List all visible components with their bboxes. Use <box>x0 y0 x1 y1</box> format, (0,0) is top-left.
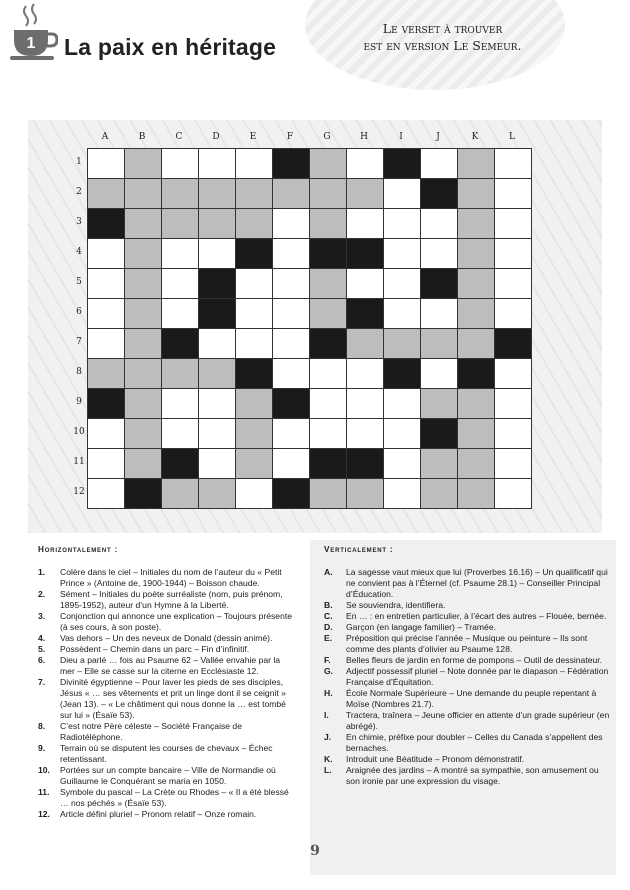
clue-number: A. <box>324 567 333 577</box>
horizontal-clues-panel <box>28 540 302 875</box>
grid-cell-E7[interactable] <box>236 329 273 359</box>
page-title: La paix en héritage <box>64 34 277 60</box>
clue-text: La sagesse vaut mieux que lui (Proverbes 16.16) – Un qualificatif qui ne convient pas à l’Éternel (cf. Psaume 28.1) – Conseiller Principal d’Éducation. <box>346 567 608 599</box>
grid-cell-A4[interactable] <box>88 239 125 269</box>
column-label-L: L <box>509 132 516 142</box>
grid-cell-B7[interactable] <box>125 329 162 359</box>
vertical-clue <box>324 754 616 765</box>
grid-cell-E11[interactable] <box>236 449 273 479</box>
grid-cell-A1[interactable] <box>88 149 125 179</box>
grid-cell-A5[interactable] <box>88 269 125 299</box>
grid-cell-L3[interactable] <box>495 209 532 239</box>
horizontal-clue <box>38 765 302 787</box>
grid-cell-K1[interactable] <box>458 149 495 179</box>
clue-number: J. <box>324 732 332 742</box>
horizontal-clue <box>38 787 302 809</box>
horizontal-clue <box>38 809 302 820</box>
grid-cell-K8 <box>458 359 495 389</box>
grid-cell-J8[interactable] <box>421 359 458 389</box>
grid-cell-F5[interactable] <box>273 269 310 299</box>
column-label-J: J <box>436 132 441 142</box>
grid-cell-J1[interactable] <box>421 149 458 179</box>
column-label-F: F <box>286 132 295 142</box>
grid-cell-F12 <box>273 479 310 509</box>
column-label-I: I <box>399 132 404 142</box>
grid-cell-J12[interactable] <box>421 479 458 509</box>
grid-cell-J3[interactable] <box>421 209 458 239</box>
grid-cell-L5[interactable] <box>495 269 532 299</box>
grid-cell-J5 <box>421 269 458 299</box>
column-label-G: G <box>323 132 332 142</box>
grid-cell-K3[interactable] <box>458 209 495 239</box>
column-label-K: K <box>471 132 480 142</box>
grid-cell-F11[interactable] <box>273 449 310 479</box>
crossword-grid <box>87 148 533 510</box>
grid-cell-D9[interactable] <box>199 389 236 419</box>
grid-cell-G7 <box>310 329 347 359</box>
grid-cell-B8[interactable] <box>125 359 162 389</box>
horizontal-clue <box>38 567 302 589</box>
horizontal-heading: Horizontalement : <box>38 545 119 554</box>
grid-cell-D5 <box>199 269 236 299</box>
grid-cell-J10 <box>421 419 458 449</box>
row-label-7: 7 <box>76 337 82 347</box>
grid-cell-G3[interactable] <box>310 209 347 239</box>
clue-text: École Normale Supérieure – Une demande du peuple repentant à Moïse (Nombres 21.7). <box>346 688 597 709</box>
clue-number: 11. <box>38 787 50 797</box>
grid-cell-L10[interactable] <box>495 419 532 449</box>
grid-cell-H8[interactable] <box>347 359 384 389</box>
vertical-clue <box>324 600 616 611</box>
grid-cell-I10[interactable] <box>384 419 421 449</box>
grid-cell-H11 <box>347 449 384 479</box>
grid-cell-E3[interactable] <box>236 209 273 239</box>
clue-text: Introduit une Béatitude – Pronom démonstratif. <box>346 754 525 764</box>
clue-number: 5. <box>38 644 46 654</box>
horizontal-clue-list <box>38 567 302 820</box>
grid-cell-J7[interactable] <box>421 329 458 359</box>
grid-cell-A6[interactable] <box>88 299 125 329</box>
row-label-9: 9 <box>76 397 82 407</box>
grid-cell-B12 <box>125 479 162 509</box>
clue-text: Sément – Initiales du poète surréaliste (nom, puis prénom, 1895-1952), auteur d’un Hymne à la Liberté. <box>60 589 283 610</box>
page-number: 9 <box>310 843 320 859</box>
grid-cell-C8[interactable] <box>162 359 199 389</box>
grid-cell-B11[interactable] <box>125 449 162 479</box>
row-label-11: 11 <box>73 457 85 467</box>
row-label-4: 4 <box>76 247 82 257</box>
horizontal-clue <box>38 655 302 677</box>
grid-cell-C6[interactable] <box>162 299 199 329</box>
grid-cell-K7[interactable] <box>458 329 495 359</box>
grid-cell-C3[interactable] <box>162 209 199 239</box>
verse-instructions <box>330 20 555 54</box>
vertical-clue <box>324 655 616 666</box>
clue-text: Terrain où se disputent les courses de chevaux – Échec retentissant. <box>60 743 273 764</box>
vertical-clue <box>324 666 616 688</box>
vertical-clue <box>324 567 616 600</box>
grid-cell-G2[interactable] <box>310 179 347 209</box>
clue-number: H. <box>324 688 333 698</box>
horizontal-clue <box>38 589 302 611</box>
grid-cell-H9[interactable] <box>347 389 384 419</box>
clue-text: Adjectif possessif pluriel – Note donnée par le diapason – Fédération Française d’Équitation. <box>346 666 609 687</box>
grid-cell-E5[interactable] <box>236 269 273 299</box>
clue-number: I. <box>324 710 329 720</box>
grid-cell-B3[interactable] <box>125 209 162 239</box>
grid-cell-E8 <box>236 359 273 389</box>
grid-cell-F10[interactable] <box>273 419 310 449</box>
grid-cell-I1 <box>384 149 421 179</box>
coffee-cup-icon <box>8 2 58 62</box>
clue-text: Conjonction qui annonce une explication – Toujours présente (à ses cours, à son poste). <box>60 611 293 632</box>
grid-cell-J6[interactable] <box>421 299 458 329</box>
clue-number: 9. <box>38 743 46 753</box>
clue-text: Tractera, traînera – Jeune officier en attente d’un grade supérieur (en abrégé). <box>346 710 610 731</box>
grid-cell-G11 <box>310 449 347 479</box>
clue-number: K. <box>324 754 333 764</box>
grid-cell-I6[interactable] <box>384 299 421 329</box>
grid-cell-F1 <box>273 149 310 179</box>
clue-text: En chimie, préfixe pour doubler – Celles du Canada s’appellent des bernaches. <box>346 732 603 753</box>
grid-cell-C9[interactable] <box>162 389 199 419</box>
column-label-A: A <box>101 132 110 142</box>
horizontal-clue <box>38 677 302 721</box>
clue-number: 12. <box>38 809 50 819</box>
vertical-clue <box>324 611 616 622</box>
clue-text: Colère dans le ciel – Initiales du nom de l’auteur du « Petit Prince » (Antoine de, 1900-1944) – Boisson chaude. <box>60 567 282 588</box>
grid-cell-J2 <box>421 179 458 209</box>
horizontal-clue <box>38 644 302 655</box>
clue-text: Symbole du pascal – La Crète ou Rhodes – « Il a été blessé … nos péchés » (Ésaïe 53). <box>60 787 289 808</box>
grid-cell-J11[interactable] <box>421 449 458 479</box>
grid-cell-G6[interactable] <box>310 299 347 329</box>
grid-cell-H10[interactable] <box>347 419 384 449</box>
grid-cell-B6[interactable] <box>125 299 162 329</box>
clue-number: 1. <box>38 567 46 577</box>
grid-cell-F3[interactable] <box>273 209 310 239</box>
grid-cell-C7 <box>162 329 199 359</box>
clue-text: Vas dehors – Un des neveux de Donald (dessin animé). <box>60 633 273 643</box>
clue-number: 10. <box>38 765 50 775</box>
row-label-3: 3 <box>76 217 82 227</box>
row-label-6: 6 <box>76 307 82 317</box>
verse-line-1: Le verset à trouver <box>382 21 503 36</box>
clue-number: 8. <box>38 721 46 731</box>
grid-cell-K5[interactable] <box>458 269 495 299</box>
grid-cell-G10[interactable] <box>310 419 347 449</box>
clue-text: Se souviendra, identifiera. <box>346 600 446 610</box>
row-label-10: 10 <box>73 427 85 437</box>
grid-cell-E4 <box>236 239 273 269</box>
grid-cell-H3[interactable] <box>347 209 384 239</box>
clue-text: Garçon (en langage familier) – Tramée. <box>346 622 496 632</box>
grid-cell-B2[interactable] <box>125 179 162 209</box>
grid-cell-L9[interactable] <box>495 389 532 419</box>
vertical-clue <box>324 622 616 633</box>
clue-number: 6. <box>38 655 46 665</box>
grid-cell-L6[interactable] <box>495 299 532 329</box>
grid-cell-I2[interactable] <box>384 179 421 209</box>
clue-number: 2. <box>38 589 46 599</box>
grid-cell-C2[interactable] <box>162 179 199 209</box>
grid-cell-I7[interactable] <box>384 329 421 359</box>
grid-cell-D12[interactable] <box>199 479 236 509</box>
grid-cell-I5[interactable] <box>384 269 421 299</box>
clue-number: 7. <box>38 677 46 687</box>
grid-cell-D8[interactable] <box>199 359 236 389</box>
clue-text: Divinité égyptienne – Pour laver les pieds de ses disciples, Jésus « … ses vêtements et prit un linge dont il se ceignit » (Jean 13). – « Le châtiment qui nous donne la … est tombé sur lui » (Ésaïe 53). <box>60 677 286 720</box>
grid-cell-C4[interactable] <box>162 239 199 269</box>
grid-cell-A11[interactable] <box>88 449 125 479</box>
vertical-clue <box>324 633 616 655</box>
grid-cell-G8[interactable] <box>310 359 347 389</box>
clue-number: F. <box>324 655 331 665</box>
clue-number: B. <box>324 600 333 610</box>
grid-cell-A8[interactable] <box>88 359 125 389</box>
vertical-clue <box>324 710 616 732</box>
grid-cell-I9[interactable] <box>384 389 421 419</box>
grid-cell-H12[interactable] <box>347 479 384 509</box>
grid-cell-D11[interactable] <box>199 449 236 479</box>
grid-cell-C5[interactable] <box>162 269 199 299</box>
grid-cell-H1[interactable] <box>347 149 384 179</box>
grid-cell-B10[interactable] <box>125 419 162 449</box>
grid-cell-F7[interactable] <box>273 329 310 359</box>
clue-text: Araignée des jardins – A montré sa sympathie, son amusement ou son ironie par une expression du visage. <box>346 765 599 786</box>
grid-cell-K10[interactable] <box>458 419 495 449</box>
grid-cell-K6[interactable] <box>458 299 495 329</box>
grid-cell-C10[interactable] <box>162 419 199 449</box>
grid-cell-D3[interactable] <box>199 209 236 239</box>
grid-cell-D4[interactable] <box>199 239 236 269</box>
horizontal-clue <box>38 633 302 644</box>
grid-cell-G9[interactable] <box>310 389 347 419</box>
row-label-1: 1 <box>76 157 82 167</box>
clue-number: G. <box>324 666 334 676</box>
chapter-number: 1 <box>26 35 36 52</box>
clue-text: Belles fleurs de jardin en forme de pompons – Outil de dessinateur. <box>346 655 603 665</box>
grid-cell-G1[interactable] <box>310 149 347 179</box>
grid-cell-L4[interactable] <box>495 239 532 269</box>
grid-cell-L11[interactable] <box>495 449 532 479</box>
grid-cell-G12[interactable] <box>310 479 347 509</box>
grid-cell-A7[interactable] <box>88 329 125 359</box>
grid-cell-E1[interactable] <box>236 149 273 179</box>
clue-text: Portées sur un compte bancaire – Ville de Normandie où Guillaume le Conquérant se maria en 1050. <box>60 765 276 786</box>
grid-cell-A3 <box>88 209 125 239</box>
verse-line-2: est en version Le Semeur. <box>363 38 522 53</box>
grid-cell-E2[interactable] <box>236 179 273 209</box>
grid-cell-J9[interactable] <box>421 389 458 419</box>
grid-cell-B5[interactable] <box>125 269 162 299</box>
grid-cell-K12[interactable] <box>458 479 495 509</box>
grid-cell-E6[interactable] <box>236 299 273 329</box>
grid-cell-H6 <box>347 299 384 329</box>
column-label-C: C <box>175 132 184 142</box>
grid-cell-F8[interactable] <box>273 359 310 389</box>
grid-cell-D1[interactable] <box>199 149 236 179</box>
grid-cell-D10[interactable] <box>199 419 236 449</box>
grid-cell-E12[interactable] <box>236 479 273 509</box>
grid-cell-L12[interactable] <box>495 479 532 509</box>
clue-text: En … : en entretien particulier, à l’écart des autres – Flouée, bernée. <box>346 611 607 621</box>
clue-number: E. <box>324 633 333 643</box>
vertical-heading: Verticalement : <box>324 545 394 554</box>
clue-number: C. <box>324 611 333 621</box>
horizontal-clue <box>38 743 302 765</box>
grid-cell-C12[interactable] <box>162 479 199 509</box>
clue-text: Possèdent – Chemin dans un parc – Fin d’infinitif. <box>60 644 250 654</box>
clue-number: D. <box>324 622 333 632</box>
grid-cell-H2[interactable] <box>347 179 384 209</box>
clue-text: Article défini pluriel – Pronom relatif – Onze romain. <box>60 809 257 819</box>
grid-cell-D6 <box>199 299 236 329</box>
grid-cell-L8[interactable] <box>495 359 532 389</box>
grid-cell-J4[interactable] <box>421 239 458 269</box>
grid-cell-K11[interactable] <box>458 449 495 479</box>
grid-cell-I3[interactable] <box>384 209 421 239</box>
vertical-clue <box>324 765 616 787</box>
grid-cell-B1[interactable] <box>125 149 162 179</box>
grid-cell-B9[interactable] <box>125 389 162 419</box>
grid-cell-A10[interactable] <box>88 419 125 449</box>
grid-cell-A2[interactable] <box>88 179 125 209</box>
row-label-5: 5 <box>76 277 82 287</box>
row-label-12: 12 <box>73 487 85 497</box>
grid-cell-H4 <box>347 239 384 269</box>
page-header <box>0 0 630 100</box>
grid-cell-L1[interactable] <box>495 149 532 179</box>
grid-cell-I12[interactable] <box>384 479 421 509</box>
grid-cell-F6[interactable] <box>273 299 310 329</box>
horizontal-clue <box>38 611 302 633</box>
row-label-8: 8 <box>76 367 82 377</box>
grid-cell-F4[interactable] <box>273 239 310 269</box>
grid-cell-I4[interactable] <box>384 239 421 269</box>
grid-cell-B4[interactable] <box>125 239 162 269</box>
clue-text: Dieu a parlé … fois au Psaume 62 – Vallée envahie par la mer – Elle se casse sur la citerne en Ecclésiaste 12. <box>60 655 281 676</box>
grid-cell-L7 <box>495 329 532 359</box>
row-label-2: 2 <box>76 187 82 197</box>
grid-cell-H7[interactable] <box>347 329 384 359</box>
vertical-clues-panel <box>310 540 616 875</box>
clue-number: 3. <box>38 611 46 621</box>
clue-text: Préposition qui précise l’année – Musique ou peinture – Ils sont comme des plants d’olivier au Psaume 128. <box>346 633 588 654</box>
grid-cell-C11 <box>162 449 199 479</box>
column-label-B: B <box>138 132 147 142</box>
clue-number: L. <box>324 765 332 775</box>
grid-cell-I8 <box>384 359 421 389</box>
clue-text: C’est notre Père céleste – Société Française de Radiotéléphone. <box>60 721 242 742</box>
grid-cell-A12[interactable] <box>88 479 125 509</box>
grid-cell-D2[interactable] <box>199 179 236 209</box>
grid-cell-L2[interactable] <box>495 179 532 209</box>
vertical-clue-list <box>324 567 616 787</box>
clue-number: 4. <box>38 633 46 643</box>
grid-cell-E10[interactable] <box>236 419 273 449</box>
grid-cell-C1[interactable] <box>162 149 199 179</box>
column-label-E: E <box>249 132 258 142</box>
grid-cell-F9 <box>273 389 310 419</box>
column-label-D: D <box>212 132 221 142</box>
grid-cell-I11[interactable] <box>384 449 421 479</box>
horizontal-clue <box>38 721 302 743</box>
vertical-clue <box>324 688 616 710</box>
grid-cell-A9 <box>88 389 125 419</box>
grid-cell-H5[interactable] <box>347 269 384 299</box>
grid-cell-F2[interactable] <box>273 179 310 209</box>
grid-cell-K4[interactable] <box>458 239 495 269</box>
grid-cell-G4 <box>310 239 347 269</box>
grid-cell-D7[interactable] <box>199 329 236 359</box>
grid-cell-K9[interactable] <box>458 389 495 419</box>
column-label-H: H <box>360 132 369 142</box>
grid-cell-G5[interactable] <box>310 269 347 299</box>
vertical-clue <box>324 732 616 754</box>
grid-cell-K2[interactable] <box>458 179 495 209</box>
grid-cell-E9[interactable] <box>236 389 273 419</box>
